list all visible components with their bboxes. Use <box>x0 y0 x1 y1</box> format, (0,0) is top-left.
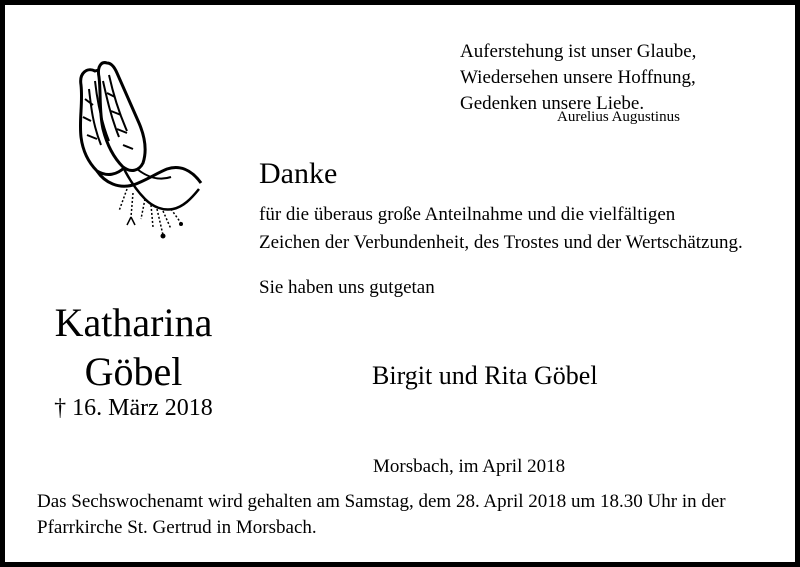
place-date: Morsbach, im April 2018 <box>373 456 566 477</box>
thanks-text <box>259 201 743 257</box>
quote-line: Auferstehung ist unser Glaube, <box>460 41 697 62</box>
thanks-line: Zeichen der Verbundenheit, des Trostes und der Wertschätzung. <box>259 232 743 253</box>
quote-block <box>460 39 696 117</box>
praying-hands-icon <box>67 59 203 241</box>
service-notice <box>37 489 777 541</box>
heading-danke: Danke <box>259 157 338 190</box>
quote-author: Aurelius Augustinus <box>557 109 680 125</box>
deceased-first-name: Katharina <box>54 300 213 345</box>
signers: Birgit und Rita Göbel <box>372 361 598 390</box>
thanks-line: für die überaus große Anteilnahme und die vielfältigen <box>259 204 676 225</box>
quote-line: Wiedersehen unsere Hoffnung, <box>460 67 696 88</box>
notice-line: Das Sechswochenamt wird gehalten am Samstag, dem 28. April 2018 um 18.30 Uhr in der <box>37 491 726 512</box>
death-date: † 16. März 2018 <box>54 395 213 421</box>
deceased-last-name: Göbel <box>84 349 183 394</box>
notice-line: Pfarrkirche St. Gertrud in Morsbach. <box>37 517 317 538</box>
closing-line: Sie haben uns gutgetan <box>259 277 435 298</box>
quote-line: Gedenken unsere Liebe. <box>460 93 645 114</box>
